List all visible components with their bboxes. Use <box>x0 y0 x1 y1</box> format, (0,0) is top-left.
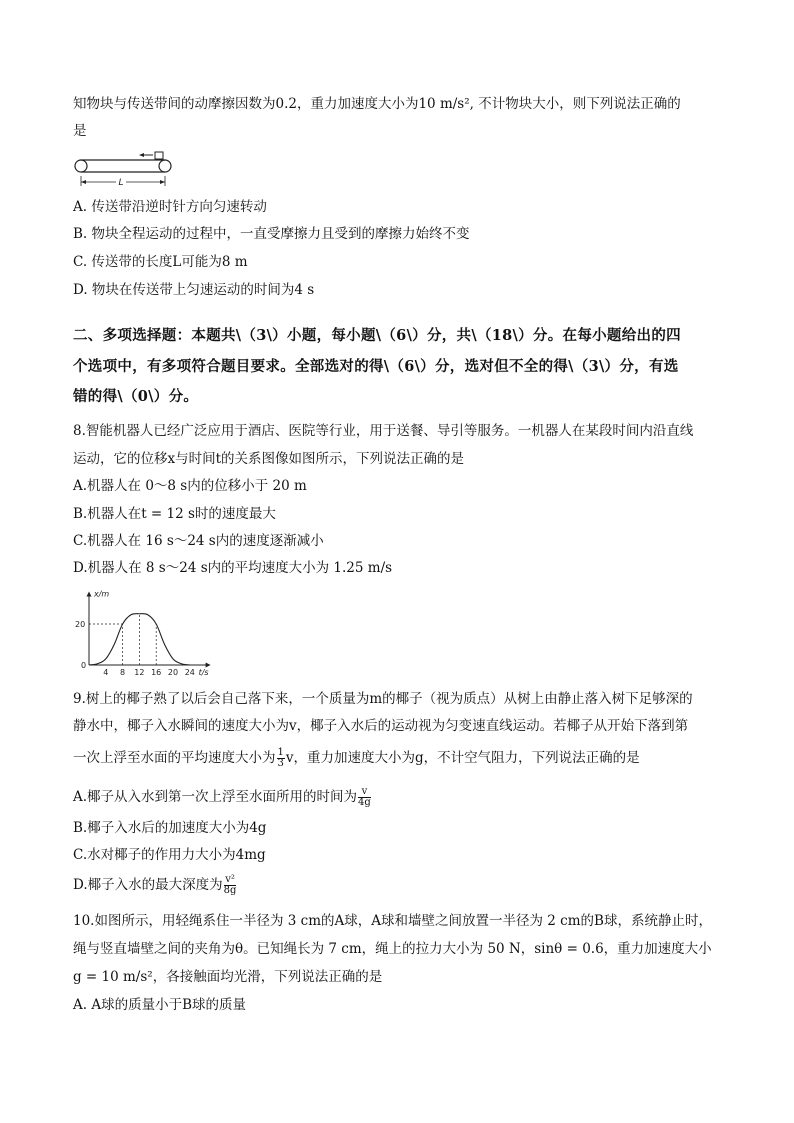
q8-line1: 8.智能机器人已经广泛应用于酒店、医院等行业，用于送餐、导引等服务。一机器人在某段时间内沿直线 <box>73 423 694 439</box>
section2-heading-line2: 个选项中，有多项符合题目要求。全部选对的得\（6\）分，选对但不全的得\（3\）分，有选 <box>73 358 679 375</box>
x-axis-label: t/s <box>198 668 209 677</box>
q8-option-b: B.机器人在t = 12 s时的速度最大 <box>73 506 276 522</box>
q9-fraction-one-third: $\frac{1}{3}$ <box>277 747 284 769</box>
dim-label-L: L <box>118 178 124 188</box>
package-arrow-head <box>139 153 144 157</box>
x-tick-label: 12 <box>134 668 145 677</box>
dim-arrow-right <box>160 180 165 184</box>
right-pulley <box>159 160 171 172</box>
q9-option-b: B.椰子入水后的加速度大小为4g <box>73 820 267 836</box>
conveyor-belt-figure <box>73 150 173 192</box>
origin-label: 0 <box>81 661 87 670</box>
q7-option-a: A. 传送带沿逆时针方向匀速转动 <box>73 199 267 215</box>
q9-option-c: C.水对椰子的作用力大小为4mg <box>73 847 266 863</box>
q9-line2: 静水中，椰子入水瞬间的速度大小为v，椰子入水后的运动视为匀变速直线运动。若椰子从开始下落到第 <box>73 718 689 734</box>
x-tick-label: 4 <box>103 668 109 677</box>
q9-line3 <box>73 745 723 772</box>
q7-option-c: C. 传送带的长度L可能为8 m <box>73 254 248 270</box>
q7-option-d: D. 物块在传送带上匀速运动的时间为4 s <box>73 282 315 298</box>
q7-line1: 知物块与传送带间的动摩擦因数为0.2，重力加速度大小为10 m/s², 不计物块大小，则下列说法正确的 <box>73 96 681 112</box>
q7-option-b: B. 物块全程运动的过程中，一直受摩擦力且受到的摩擦力始终不变 <box>73 226 470 242</box>
x-tick-label: 16 <box>151 668 162 677</box>
q9-line3-pre: 一次上浮至水面的平均速度大小为 <box>73 750 276 766</box>
q9-option-a: A.椰子从入水到第一次上浮至水面所用的时间为 $\frac{v}{4g}$ <box>73 786 371 808</box>
q9-line3-post: v，重力加速度大小为g，不计空气阻力，下列说法正确的是 <box>285 750 640 766</box>
q7-line2: 是 <box>73 123 87 139</box>
left-pulley <box>75 160 87 172</box>
q8-option-a: A.机器人在 0～8 s内的位移小于 20 m <box>73 478 307 494</box>
x-tick-label: 24 <box>184 668 195 677</box>
q9-option-d: D.椰子入水的最大深度为 $\frac{\text{v²}}{8g}$ <box>73 874 237 896</box>
q8-option-d: D.机器人在 8 s～24 s内的平均速度大小为 1.25 m/s <box>73 560 393 576</box>
x-tick-label: 20 <box>167 668 179 677</box>
q8-line2: 运动，它的位移x与时间t的关系图像如图所示，下列说法正确的是 <box>73 451 465 467</box>
displacement-time-chart <box>73 587 223 679</box>
y-axis-label: x/m <box>94 589 110 599</box>
y-axis-arrow <box>87 592 92 597</box>
dim-arrow-left <box>81 180 86 184</box>
y-tick-label: 20 <box>75 620 86 629</box>
q10-line2: 绳与竖直墙壁之间的夹角为θ。已知绳长为 7 cm，绳上的拉力大小为 50 N，sinθ = 0.6，重力加速度大小 <box>73 941 712 957</box>
q9-optA-fraction: $\frac{v}{4g}$ <box>358 786 371 808</box>
q10-line3: g = 10 m/s²，各接触面均光滑，下列说法正确的是 <box>73 969 383 985</box>
q9-optD-fraction: $\frac{\text{v²}}{8g}$ <box>223 874 237 896</box>
q8-option-c: C.机器人在 16 s～24 s内的速度逐渐减小 <box>73 533 324 549</box>
package-block <box>155 152 163 159</box>
q10-option-a: A. A球的质量小于B球的质量 <box>73 997 247 1013</box>
x-axis-arrow <box>206 663 211 668</box>
x-tick-label: 8 <box>120 668 126 677</box>
q10-line1: 10.如图所示，用轻绳系住一半径为 3 cm的A球，A球和墙壁之间放置一半径为 2 cm的B球，系统静止时， <box>73 913 712 929</box>
q9-line1: 9.树上的椰子熟了以后会自己落下来，一个质量为m的椰子（视为质点）从树上由静止落入树下足够深的 <box>73 691 693 707</box>
section2-heading-line3: 错的得\（0\）分。 <box>73 388 199 405</box>
section2-heading-line1: 二、多项选择题：本题共\（3\）小题，每小题\（6\）分，共\（18\）分。在每小题给出的四 <box>73 327 681 344</box>
